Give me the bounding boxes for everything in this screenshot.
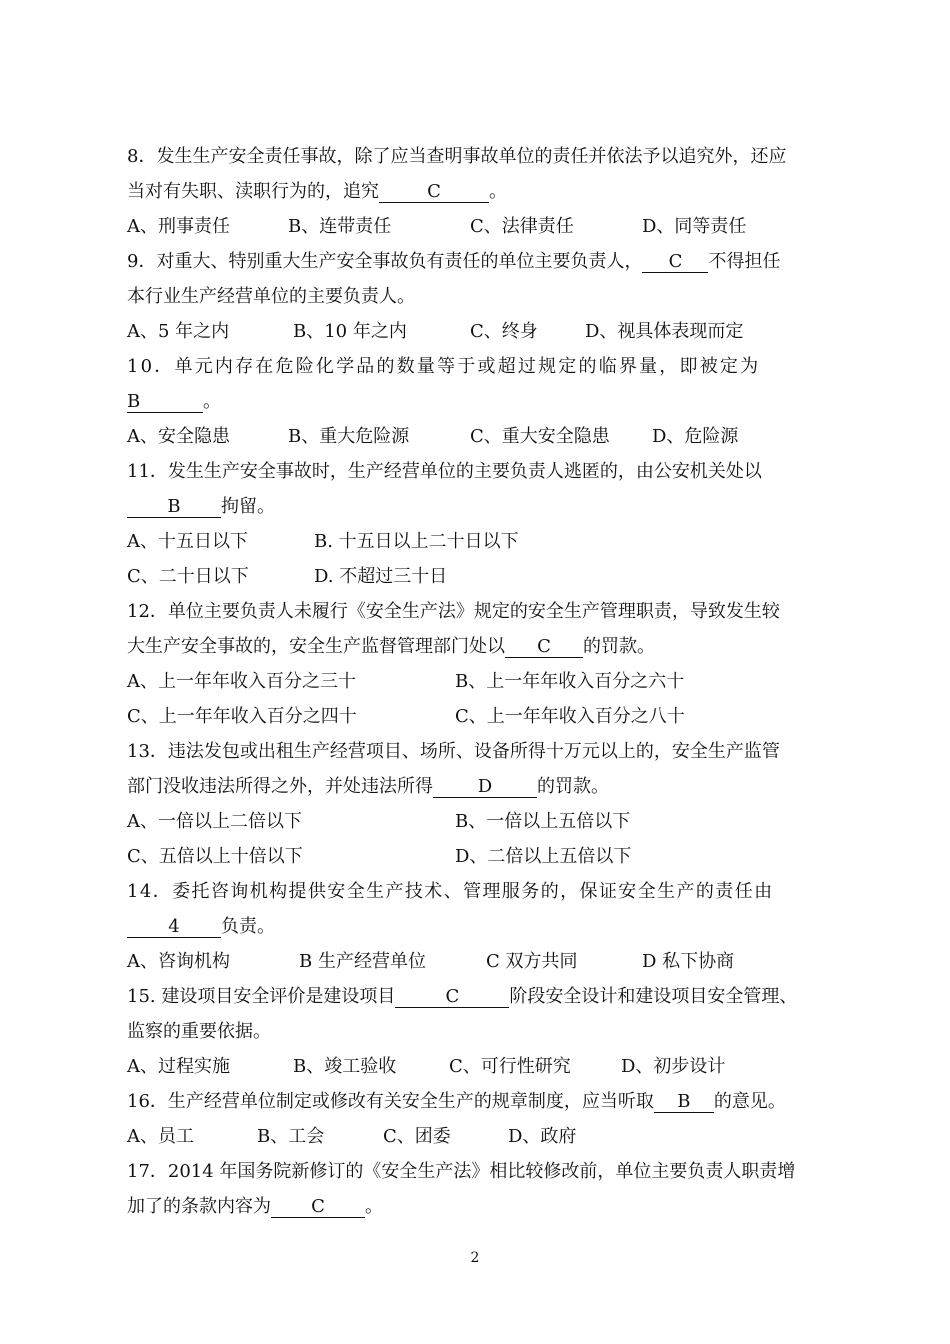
question-8 — [127, 145, 827, 239]
answer-blank: D — [433, 777, 537, 798]
answer-blank: C — [395, 987, 509, 1008]
question-11 — [127, 460, 827, 589]
option: D、视具体表现而定 — [585, 321, 744, 342]
option: D、同等责任 — [642, 216, 747, 237]
answer-blank: C — [505, 637, 583, 658]
option: C、五倍以上十倍以下 — [127, 846, 303, 867]
option: B 生产经营单位 — [299, 951, 426, 972]
option: A、十五日以下 — [127, 531, 248, 552]
option: A、一倍以上二倍以下 — [127, 811, 302, 832]
option: A、上一年年收入百分之三十 — [127, 671, 356, 692]
option: B. 十五日以上二十日以下 — [314, 531, 519, 552]
answer-blank: 4 — [127, 917, 221, 938]
option: A、过程实施 — [127, 1056, 230, 1077]
question-text: 15. 建设项目安全评价是建设项目 C 阶段安全设计和建设项目安全管理、 — [127, 986, 798, 1007]
option: B、10 年之内 — [293, 321, 407, 342]
options-row — [127, 670, 827, 694]
question-text: 9．对重大、特别重大生产安全事故负有责任的单位主要负责人， C 不得担任 — [127, 251, 781, 272]
option: A、员工 — [127, 1126, 194, 1147]
question-text: 16．生产经营单位制定或修改有关安全生产的规章制度，应当听取 B 的意见。 — [127, 1091, 786, 1112]
options-row — [127, 1055, 827, 1079]
question-text: 11．发生生产安全事故时，生产经营单位的主要负责人逃匿的，由公安机关处以 — [127, 461, 762, 482]
option: A、5 年之内 — [127, 321, 230, 342]
answer-blank: C — [379, 182, 489, 203]
option: C 双方共同 — [486, 951, 578, 972]
answer-blank: C — [271, 1197, 365, 1218]
option: A、咨询机构 — [127, 951, 230, 972]
option: C、二十日以下 — [127, 566, 249, 587]
options-row — [127, 1125, 827, 1149]
question-text: 17．2014 年国务院新修订的《安全生产法》相比较修改前，单位主要负责人职责增 — [127, 1161, 796, 1182]
question-text: 大生产安全事故的，安全生产监督管理部门处以 C 的罚款。 — [127, 636, 655, 657]
options-row — [127, 565, 827, 589]
options-row — [127, 950, 827, 974]
option: B、一倍以上五倍以下 — [455, 811, 631, 832]
answer-blank: B — [654, 1092, 714, 1113]
question-text: 13．违法发包或出租生产经营项目、场所、设备所得十万元以上的，安全生产监管 — [127, 741, 780, 762]
option: A、安全隐患 — [127, 426, 230, 447]
option: D 私下协商 — [642, 951, 735, 972]
question-12 — [127, 600, 827, 729]
question-13 — [127, 740, 827, 869]
question-text: 12．单位主要负责人未履行《安全生产法》规定的安全生产管理职责，导致发生较 — [127, 601, 780, 622]
options-row — [127, 845, 827, 869]
question-14 — [127, 880, 827, 974]
question-10 — [127, 355, 827, 449]
question-text: B 拘留。 — [127, 495, 827, 519]
question-text: 14．委托咨询机构提供安全生产技术、管理服务的，保证安全生产的责任由 — [127, 881, 774, 902]
option: B、竣工验收 — [293, 1056, 397, 1077]
question-text: 加了的条款内容为 C 。 — [127, 1196, 383, 1217]
question-text: 当对有失职、渎职行为的，追究 C 。 — [127, 181, 507, 202]
answer-blank: B — [127, 392, 203, 413]
options-row — [127, 810, 827, 834]
options-row — [127, 425, 827, 449]
option: D、危险源 — [652, 426, 739, 447]
option: B、工会 — [257, 1126, 325, 1147]
option: C、可行性研究 — [449, 1056, 571, 1077]
option: C、法律责任 — [470, 216, 574, 237]
option: A、刑事责任 — [127, 216, 230, 237]
option: D. 不超过三十日 — [314, 566, 448, 587]
option: B、上一年年收入百分之六十 — [455, 671, 685, 692]
question-text: 监察的重要依据。 — [127, 1021, 271, 1042]
option: B、连带责任 — [288, 216, 392, 237]
question-17 — [127, 1160, 827, 1219]
option: D、二倍以上五倍以下 — [455, 846, 632, 867]
option: C、重大安全隐患 — [470, 426, 610, 447]
question-text: 10．单元内存在危险化学品的数量等于或超过规定的临界量，即被定为 — [127, 356, 761, 377]
options-row — [127, 215, 827, 239]
option: C、终身 — [470, 321, 538, 342]
options-row — [127, 320, 827, 344]
question-text: 部门没收违法所得之外，并处违法所得 D 的罚款。 — [127, 776, 609, 797]
page-number: 2 — [470, 1250, 480, 1266]
option: B、重大危险源 — [288, 426, 410, 447]
option: C、上一年年收入百分之四十 — [127, 706, 357, 727]
question-text: 本行业生产经营单位的主要负责人。 — [127, 286, 415, 307]
question-text: 8．发生生产安全责任事故，除了应当查明事故单位的责任并依法予以追究外，还应 — [127, 146, 787, 167]
question-text: B 。 — [127, 391, 221, 412]
options-row — [127, 705, 827, 729]
option: D、政府 — [508, 1126, 577, 1147]
answer-blank: B — [127, 497, 221, 518]
option: C、上一年年收入百分之八十 — [455, 706, 685, 727]
option: C、团委 — [383, 1126, 451, 1147]
question-text: 4 负责。 — [127, 915, 827, 939]
option: D、初步设计 — [621, 1056, 726, 1077]
question-15 — [127, 985, 827, 1079]
options-row — [127, 530, 827, 554]
question-9 — [127, 250, 827, 344]
answer-blank: C — [642, 252, 708, 273]
question-16 — [127, 1090, 827, 1149]
